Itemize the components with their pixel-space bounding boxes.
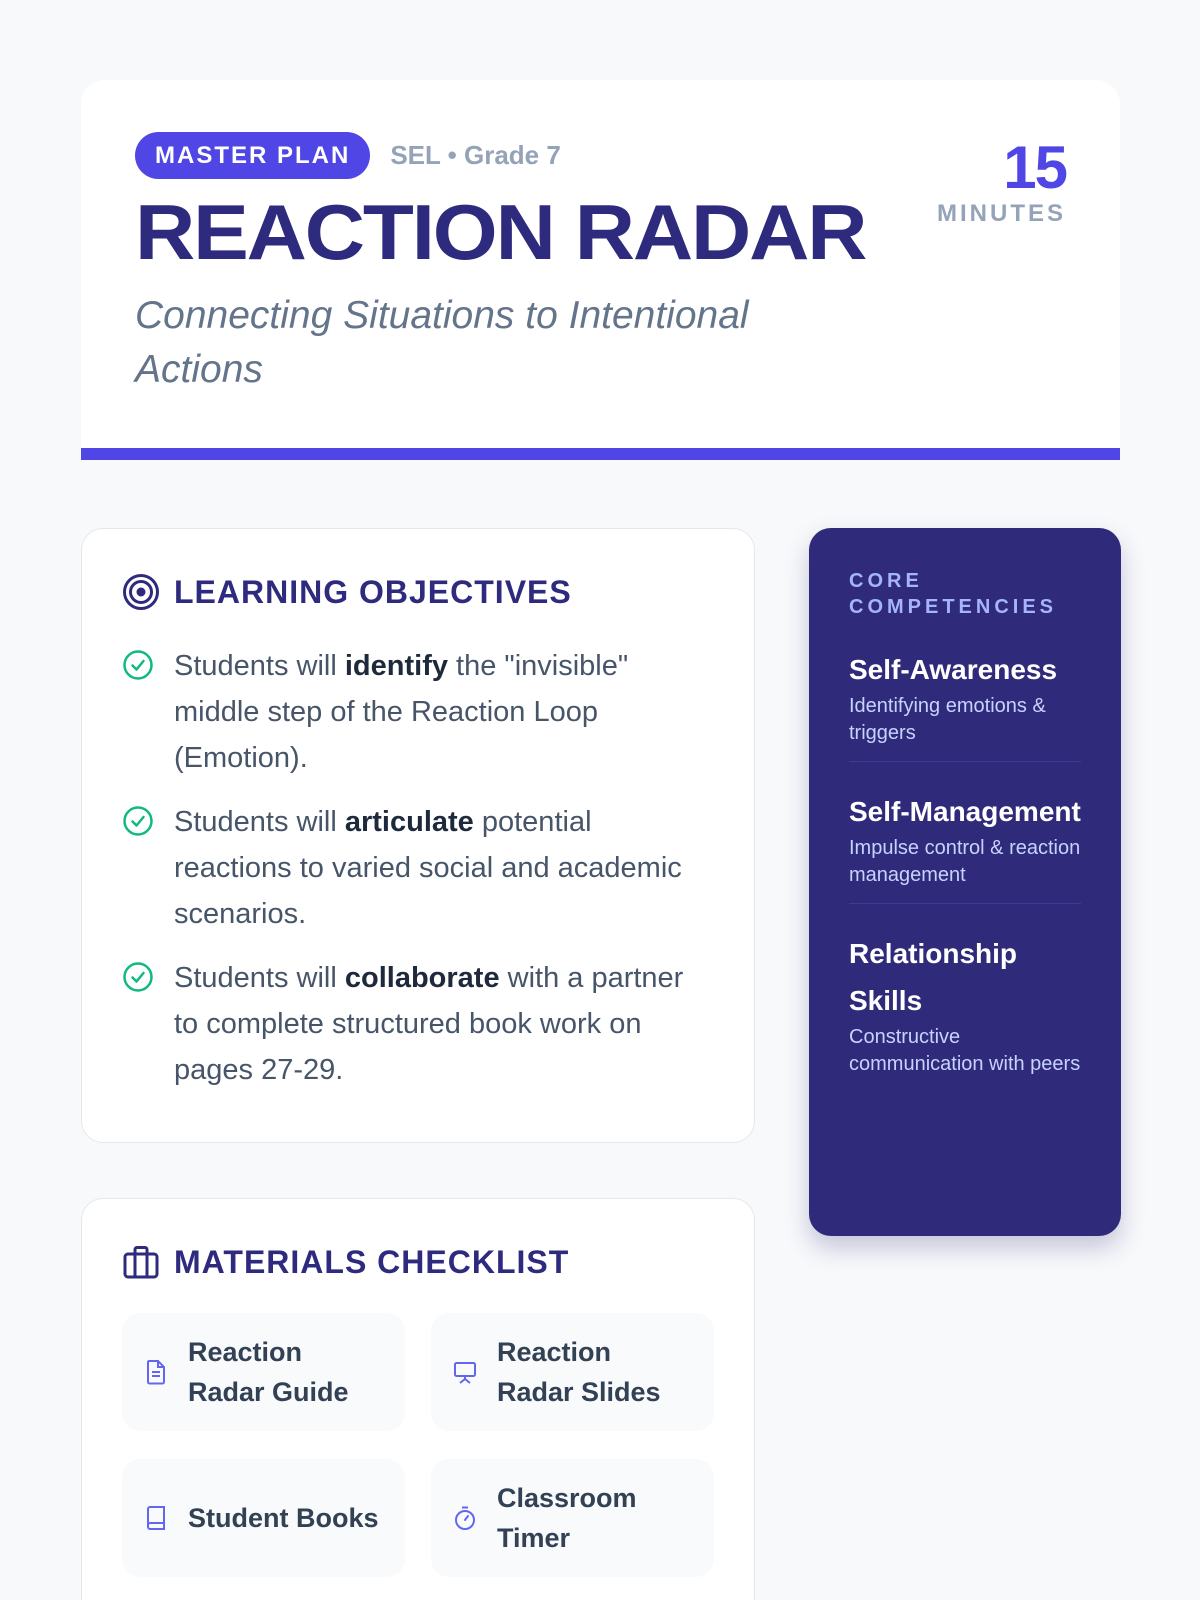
objectives-heading: [122, 573, 714, 611]
competency-name: Relationship Skills: [849, 938, 1018, 1016]
lesson-header: [81, 80, 1120, 460]
page-subtitle: Connecting Situations to Intentional Actions: [135, 294, 749, 391]
objective-text: Students will articulate potential reactions to varied social and academic scenarios.: [174, 806, 682, 930]
competency-item: [849, 762, 1081, 904]
learning-objectives-card: [81, 528, 755, 1143]
material-label: Classroom Timer: [497, 1483, 637, 1553]
presentation-icon: [451, 1358, 479, 1386]
check-circle-icon: [122, 805, 154, 837]
check-circle-icon: [122, 961, 154, 993]
competencies-heading: CORE COMPETENCIES: [849, 570, 1058, 618]
duration-block: [937, 134, 1066, 228]
subject-grade: SEL • Grade 7: [390, 140, 561, 170]
check-circle-icon: [122, 649, 154, 681]
competency-description: Impulse control & reaction management: [849, 837, 1081, 886]
competency-name: Self-Management: [849, 796, 1081, 827]
materials-grid: [122, 1313, 714, 1577]
list-item: [122, 955, 714, 1093]
briefcase-icon: [122, 1243, 160, 1281]
list-item: [122, 643, 714, 781]
competency-name: Self-Awareness: [849, 654, 1058, 685]
list-item: [122, 799, 714, 937]
core-competencies-panel: [809, 528, 1121, 1236]
objectives-title: LEARNING OBJECTIVES: [174, 573, 572, 610]
material-label: Reaction Radar Guide: [188, 1337, 349, 1407]
material-item[interactable]: [431, 1313, 714, 1431]
objective-text: Students will identify the "invisible" middle step of the Reaction Loop (Emotion).: [174, 650, 629, 774]
book-icon: [142, 1504, 170, 1532]
duration-value: 15: [1003, 134, 1066, 201]
competency-description: Identifying emotions & triggers: [849, 695, 1046, 744]
material-item[interactable]: [122, 1459, 405, 1577]
master-plan-badge: MASTER PLAN: [135, 132, 370, 179]
material-item[interactable]: [122, 1313, 405, 1431]
objective-text: Students will collaborate with a partner to complete structured book work on pages 27-29.: [174, 962, 684, 1086]
competency-description: Constructive communication with peers: [849, 1026, 1081, 1075]
target-icon: [122, 573, 160, 611]
materials-checklist-card: [81, 1198, 755, 1600]
duration-unit: MINUTES: [937, 200, 1066, 227]
material-label: Reaction Radar Slides: [497, 1337, 661, 1407]
materials-heading: [122, 1243, 714, 1281]
document-icon: [142, 1358, 170, 1386]
competency-item: [849, 620, 1081, 762]
material-label: Student Books: [188, 1503, 379, 1533]
objectives-list: [122, 643, 714, 1093]
material-item[interactable]: [431, 1459, 714, 1577]
competency-item: [849, 904, 1081, 1092]
materials-title: MATERIALS CHECKLIST: [174, 1243, 570, 1280]
meta-row: [135, 132, 1066, 179]
stopwatch-icon: [451, 1504, 479, 1532]
page-title: REACTION RADAR: [135, 188, 866, 276]
